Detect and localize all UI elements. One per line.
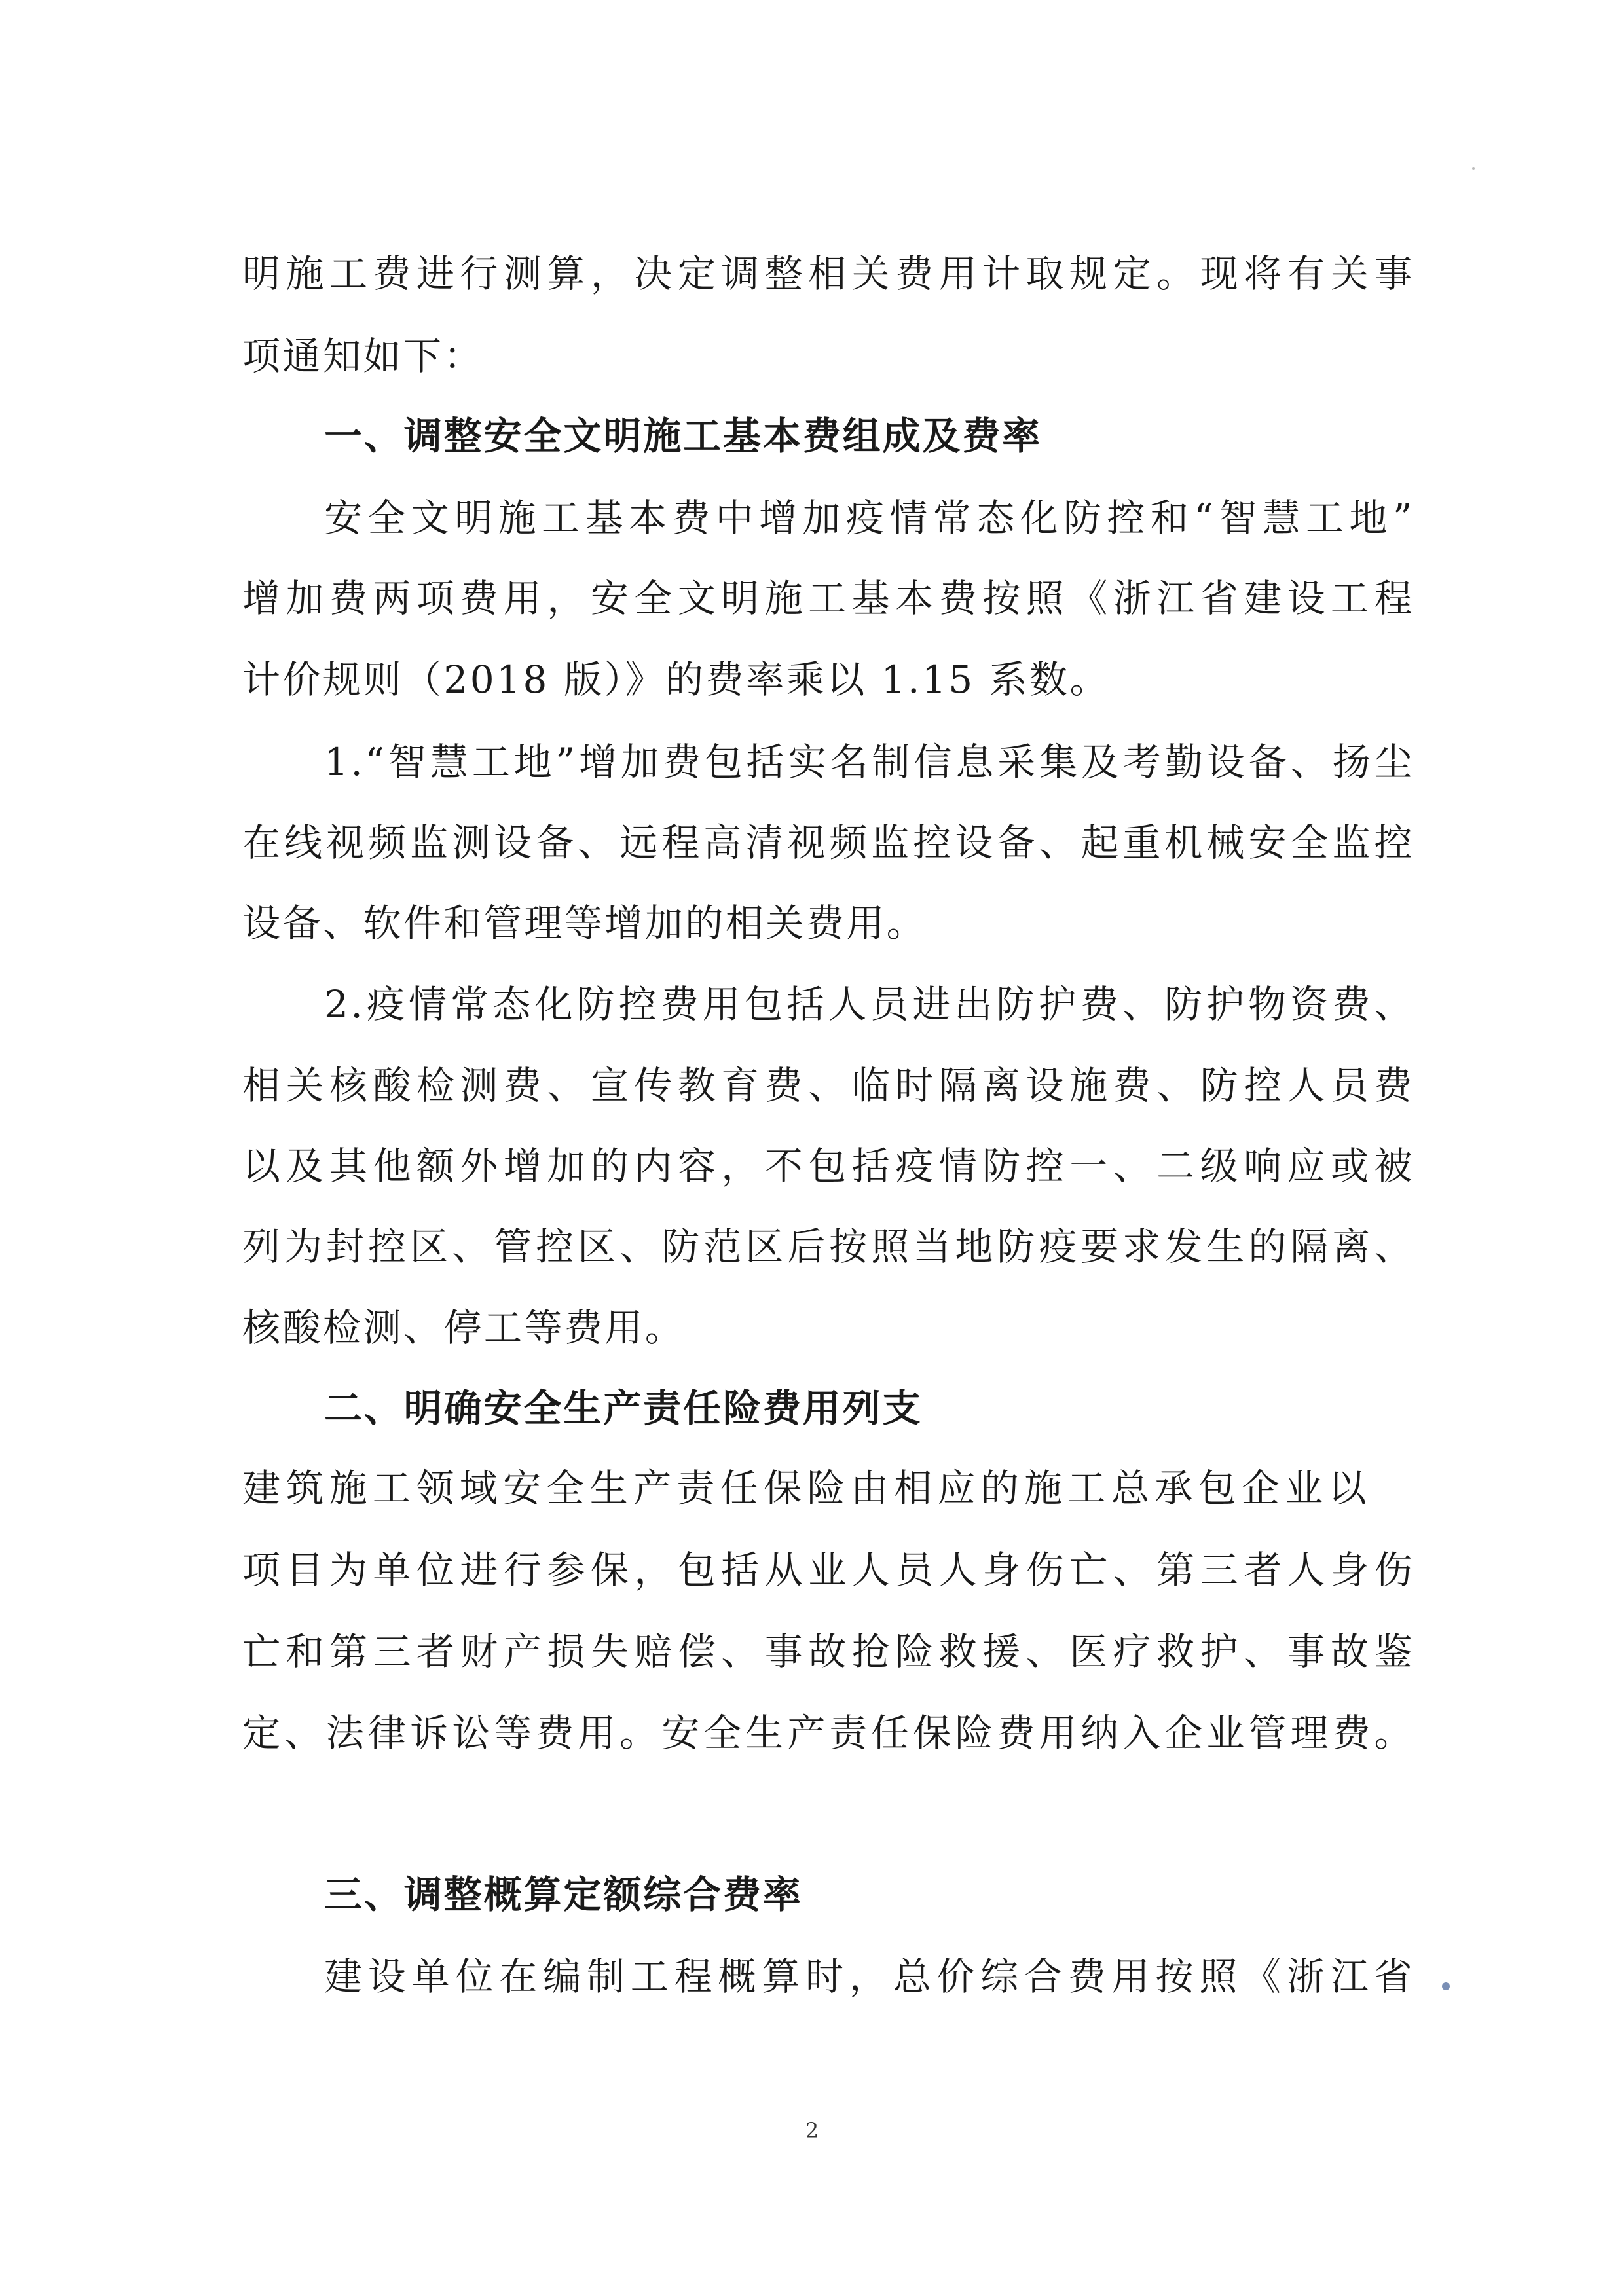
body-line: 项通知如下： xyxy=(242,334,484,378)
body-line: 安全文明施工基本费中增加疫情常态化防控和“智慧工地” xyxy=(324,496,1414,540)
body-line: 以及其他额外增加的内容，不包括疫情防控一、二级响应或被 xyxy=(242,1144,1414,1188)
body-line: 相关核酸检测费、宣传教育费、临时隔离设施费、防控人员费 xyxy=(242,1063,1414,1108)
scan-speck xyxy=(1442,1982,1450,1990)
page-number: 2 xyxy=(805,2118,819,2143)
body-line: 在线视频监测设备、远程高清视频监控设备、起重机械安全监控 xyxy=(242,820,1414,865)
body-line: 项目为单位进行参保，包括从业人员人身伤亡、第三者人身伤 xyxy=(242,1548,1414,1592)
body-line: 增加费两项费用，安全文明施工基本费按照《浙江省建设工程 xyxy=(242,576,1414,621)
body-line: 建筑施工领域安全生产责任保险由相应的施工总承包企业以 xyxy=(242,1466,1369,1510)
body-line: 定、法律诉讼等费用。安全生产责任保险费用纳入企业管理费。 xyxy=(242,1711,1414,1755)
body-line: 亡和第三者财产损失赔偿、事故抢险救援、医疗救护、事故鉴 xyxy=(242,1630,1414,1674)
section-heading-1: 一、调整安全文明施工基本费组成及费率 xyxy=(324,414,1043,458)
body-line: 设备、软件和管理等增加的相关费用。 xyxy=(242,901,927,945)
body-line: 建设单位在编制工程概算时，总价综合费用按照《浙江省 xyxy=(324,1954,1414,1999)
body-line: 明施工费进行测算，决定调整相关费用计取规定。现将有关事 xyxy=(242,251,1414,296)
body-line: 核酸检测、停工等费用。 xyxy=(242,1305,686,1350)
body-line: 2.疫情常态化防控费用包括人员进出防护费、防护物资费、 xyxy=(324,982,1414,1027)
body-line: 计价规则（2018 版）》的费率乘以 1.15 系数。 xyxy=(242,657,1111,702)
section-heading-3: 三、调整概算定额综合费率 xyxy=(324,1872,803,1917)
scan-speck xyxy=(1472,167,1475,170)
body-line: 列为封控区、管控区、防范区后按照当地防疫要求发生的隔离、 xyxy=(242,1224,1414,1269)
section-heading-2: 二、明确安全生产责任险费用列支 xyxy=(324,1386,923,1430)
body-line: 1.“智慧工地”增加费包括实名制信息采集及考勤设备、扬尘 xyxy=(324,740,1414,784)
